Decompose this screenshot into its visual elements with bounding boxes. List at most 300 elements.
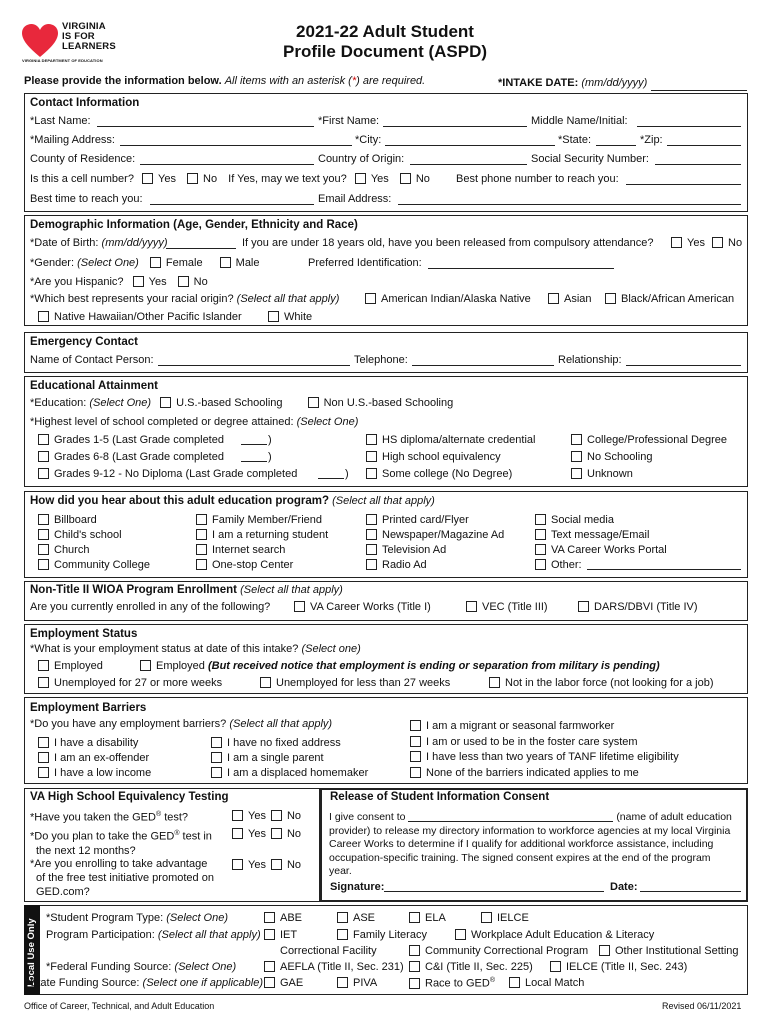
degree-checkbox[interactable] xyxy=(366,434,377,445)
local-part-label: Program Participation: xyxy=(46,929,155,941)
type-checkbox[interactable] xyxy=(481,912,492,923)
employed-notice-checkbox[interactable] xyxy=(140,660,151,671)
degree-checkbox[interactable] xyxy=(366,468,377,479)
barrier-label: None of the barriers indicated applies to me xyxy=(426,766,639,779)
barrier-option[interactable] xyxy=(38,766,151,781)
barrier-option[interactable] xyxy=(410,719,679,735)
last-name-field[interactable] xyxy=(97,116,314,127)
instructions-italic-end: ) are required. xyxy=(356,75,426,87)
grade-paren-2: ) xyxy=(268,451,272,463)
ged-q2-no: No xyxy=(286,828,302,840)
wioa-opt-1[interactable] xyxy=(294,601,431,613)
hear-checkbox[interactable] xyxy=(196,514,207,525)
hispanic-no-checkbox[interactable] xyxy=(178,276,189,287)
wioa-checkbox[interactable] xyxy=(466,601,477,612)
wioa-title-row xyxy=(30,584,343,596)
hear-checkbox[interactable] xyxy=(535,559,546,570)
hear-option[interactable] xyxy=(38,543,150,558)
barrier-option[interactable] xyxy=(211,766,368,781)
grade-checkbox[interactable] xyxy=(38,468,49,479)
fed-label: AEFLA (Title II, Sec. 231) xyxy=(280,961,404,973)
ged-q2-no-checkbox[interactable] xyxy=(271,828,282,839)
state-checkbox[interactable] xyxy=(337,977,348,988)
grade-checkbox[interactable] xyxy=(38,434,49,445)
hear-label: Printed card/Flyer xyxy=(382,514,469,526)
wioa-checkbox[interactable] xyxy=(294,601,305,612)
pref-id-label: Preferred Identification: xyxy=(308,257,422,269)
cell-question: Is this a cell number? xyxy=(30,173,134,185)
not-labor-checkbox[interactable] xyxy=(489,677,500,688)
wioa-opt-2[interactable] xyxy=(466,601,548,613)
ged-q2-line2: the next 12 months? xyxy=(36,844,136,857)
hear-checkbox[interactable] xyxy=(38,514,49,525)
ged-q2-yes-checkbox[interactable] xyxy=(232,828,243,839)
type-label: ELA xyxy=(425,912,446,924)
education-question: *Education: xyxy=(30,397,87,409)
emergency-phone-field[interactable] xyxy=(412,355,554,366)
wioa-label: VEC (Title III) xyxy=(482,601,548,613)
dob-field[interactable] xyxy=(166,238,236,249)
hear-checkbox[interactable] xyxy=(38,544,49,555)
ged-q1-no-checkbox[interactable] xyxy=(271,810,282,821)
dob-label: *Date of Birth: xyxy=(30,237,99,249)
demographic-title: Demographic Information (Age, Gender, Ethnicity and Race) xyxy=(30,219,358,231)
local-fed-label: *Federal Funding Source: xyxy=(46,961,172,973)
barrier-checkbox[interactable] xyxy=(211,737,222,748)
grade-checkbox[interactable] xyxy=(38,451,49,462)
county-label: County of Residence: xyxy=(30,153,136,165)
barrier-option[interactable] xyxy=(410,750,679,766)
country-label: Country of Origin: xyxy=(318,153,405,165)
hear-checkbox[interactable] xyxy=(366,514,377,525)
barrier-option[interactable] xyxy=(211,751,368,766)
fed-ci[interactable] xyxy=(409,961,533,973)
country-field[interactable] xyxy=(410,154,527,165)
employment-title: Employment Status xyxy=(30,628,138,640)
text-yes-label: Yes xyxy=(370,173,389,185)
type-ase[interactable] xyxy=(337,912,375,924)
female-label: Female xyxy=(165,257,203,269)
grade-opt-3[interactable] xyxy=(38,468,297,480)
barrier-checkbox[interactable] xyxy=(410,736,421,747)
best-time-field[interactable] xyxy=(150,194,314,205)
part-checkbox[interactable] xyxy=(409,945,420,956)
non-us-schooling-checkbox[interactable] xyxy=(308,397,319,408)
local-type-q xyxy=(46,912,228,924)
title-line2: Profile Document (ASPD) xyxy=(282,42,488,61)
employed-notice-option[interactable] xyxy=(140,660,660,672)
ged-q1 xyxy=(30,811,188,824)
grade-blank-3[interactable] xyxy=(318,468,344,479)
logo-text-line1: VIRGINIA xyxy=(62,21,106,32)
ged-q3 xyxy=(30,857,214,899)
barrier-label: I am an ex-offender xyxy=(54,752,150,764)
barrier-option[interactable] xyxy=(410,766,679,782)
degree-opt-5[interactable] xyxy=(571,451,652,463)
hear-option[interactable] xyxy=(535,513,667,528)
grade-label: Grades 9-12 - No Diploma (Last Grade completed xyxy=(54,468,298,480)
dob-row xyxy=(30,237,168,249)
race-row xyxy=(30,293,339,305)
unemp-less-label: Unemployed for less than 27 weeks xyxy=(276,677,451,689)
type-abe[interactable] xyxy=(264,912,302,924)
local-state-label: State Funding Source: xyxy=(30,977,140,989)
hear-label: Text message/Email xyxy=(551,529,650,541)
hear-checkbox[interactable] xyxy=(366,529,377,540)
barrier-option[interactable] xyxy=(211,736,368,751)
race-opt-2[interactable] xyxy=(548,293,592,305)
instructions-italic: All items with an asterisk ( xyxy=(224,75,352,87)
part-label: Correctional Facility xyxy=(280,945,377,957)
ged-q3-yes-checkbox[interactable] xyxy=(232,859,243,870)
local-fed-q xyxy=(46,961,236,973)
part-checkbox[interactable] xyxy=(455,929,466,940)
part-other[interactable] xyxy=(599,945,739,957)
race-label: American Indian/Alaska Native xyxy=(381,293,531,305)
state-label: PIVA xyxy=(353,977,378,989)
barriers-col-1 xyxy=(38,736,151,781)
local-type-label: *Student Program Type: xyxy=(46,912,164,924)
hear-checkbox[interactable] xyxy=(535,529,546,540)
part-community[interactable] xyxy=(409,945,588,957)
race-checkbox[interactable] xyxy=(605,293,616,304)
ged-q2-yes: Yes xyxy=(248,828,266,840)
employed-notice-label: Employed xyxy=(156,660,205,672)
female-checkbox[interactable] xyxy=(150,257,161,268)
wioa-label: VA Career Works (Title I) xyxy=(310,601,431,613)
unemp-less-option[interactable] xyxy=(260,677,450,689)
barriers-question-row xyxy=(30,718,332,730)
part-checkbox[interactable] xyxy=(599,945,610,956)
hear-checkbox[interactable] xyxy=(38,559,49,570)
fed-checkbox[interactable] xyxy=(264,961,275,972)
barrier-label: I have a low income xyxy=(54,767,152,779)
intake-date-line xyxy=(651,90,747,91)
hear-option[interactable] xyxy=(38,558,150,573)
type-checkbox[interactable] xyxy=(409,912,420,923)
release-title: Release of Student Information Consent xyxy=(330,791,550,803)
hear-option[interactable] xyxy=(38,528,150,543)
text-no-label: No xyxy=(415,173,430,185)
degree-checkbox[interactable] xyxy=(571,451,582,462)
intake-format: (mm/dd/yyyy) xyxy=(581,77,648,89)
released-no-checkbox[interactable] xyxy=(712,237,723,248)
provider-name-field[interactable] xyxy=(408,811,613,822)
hear-title-row xyxy=(30,495,435,507)
pref-id-field[interactable] xyxy=(428,258,614,269)
fed-checkbox[interactable] xyxy=(409,961,420,972)
local-fed-note: (Select One) xyxy=(174,961,237,973)
barrier-label: I have no fixed address xyxy=(227,737,341,749)
barrier-checkbox[interactable] xyxy=(38,737,49,748)
race-note: (Select all that apply) xyxy=(236,293,340,305)
demographic-section xyxy=(24,215,748,326)
race-label: Black/African American xyxy=(621,293,735,305)
ged-q3-line1: *Are you enrolling to take advantage xyxy=(30,858,208,870)
gender-note: (Select One) xyxy=(77,257,139,269)
ged-q2-text: *Do you plan to take the GED xyxy=(30,830,175,843)
unemp27-option[interactable] xyxy=(38,677,222,689)
ged-q1-yes: Yes xyxy=(248,810,266,822)
page-title xyxy=(0,22,770,62)
hear-option[interactable] xyxy=(535,543,667,558)
degree-checkbox[interactable] xyxy=(366,451,377,462)
fed-label: C&I (Title II, Sec. 225) xyxy=(425,961,533,973)
released-no-label: No xyxy=(728,237,743,249)
part-checkbox[interactable] xyxy=(337,929,348,940)
hear-option[interactable] xyxy=(196,513,328,528)
text-yes-checkbox[interactable] xyxy=(355,173,366,184)
logo-dept: VIRGINIA DEPARTMENT OF EDUCATION xyxy=(22,58,103,63)
text-no-checkbox[interactable] xyxy=(400,173,411,184)
ged-q1-tail: test? xyxy=(164,811,189,824)
ged-q3-line2: of the free test initiative promoted on xyxy=(36,872,214,884)
barrier-option[interactable] xyxy=(38,736,151,751)
wioa-checkbox[interactable] xyxy=(578,601,589,612)
type-ielce[interactable] xyxy=(481,912,529,924)
employed-label: Employed xyxy=(54,660,103,672)
hispanic-row xyxy=(30,276,208,288)
part-correctional[interactable] xyxy=(264,945,377,957)
mailing-field[interactable] xyxy=(120,135,352,146)
released-question: If you are under 18 years old, have you been released from compulsory attendance? xyxy=(242,237,654,249)
hear-checkbox[interactable] xyxy=(535,514,546,525)
highest-question: *Highest level of school completed or degree attained: xyxy=(30,416,294,428)
release-line4: occupation-specific training. The signed consent expires at the end of the program xyxy=(329,851,711,864)
relationship-field[interactable] xyxy=(626,355,741,366)
employed-checkbox[interactable] xyxy=(38,660,49,671)
hear-label: Church xyxy=(54,544,90,556)
state-race-ged[interactable] xyxy=(409,977,495,990)
race-checkbox[interactable] xyxy=(38,311,49,322)
type-checkbox[interactable] xyxy=(264,912,275,923)
text-question: If Yes, may we text you? xyxy=(228,173,347,185)
ged-q1-reg: ® xyxy=(155,811,162,818)
state-checkbox[interactable] xyxy=(509,977,520,988)
cell-yes-checkbox[interactable] xyxy=(142,173,153,184)
grade-opt-2[interactable] xyxy=(38,451,224,463)
signature-field[interactable] xyxy=(384,881,604,892)
fed-aefla[interactable] xyxy=(264,961,404,973)
unemp27-checkbox[interactable] xyxy=(38,677,49,688)
released-options xyxy=(671,237,742,249)
ged-q1-yes-checkbox[interactable] xyxy=(232,810,243,821)
contact-person-label: Name of Contact Person: xyxy=(30,354,154,366)
type-label: ABE xyxy=(280,912,303,924)
city-field[interactable] xyxy=(385,135,555,146)
degree-opt-1[interactable] xyxy=(366,434,535,446)
degree-opt-2[interactable] xyxy=(366,451,501,463)
hear-checkbox[interactable] xyxy=(196,559,207,570)
release-line2: provider) to release my directory information to workforce agencies at my local Virginia xyxy=(329,824,731,837)
county-field[interactable] xyxy=(140,154,314,165)
degree-checkbox[interactable] xyxy=(571,468,582,479)
middle-name-label: Middle Name/Initial: xyxy=(531,115,628,127)
hear-option[interactable] xyxy=(366,543,504,558)
barrier-checkbox[interactable] xyxy=(211,752,222,763)
hear-label: VA Career Works Portal xyxy=(551,544,667,556)
degree-opt-4[interactable] xyxy=(571,434,727,446)
barrier-option[interactable] xyxy=(38,751,151,766)
non-us-schooling-label: Non U.S.-based Schooling xyxy=(323,397,454,409)
relationship-label: Relationship: xyxy=(558,354,622,366)
employment-note: (Select one) xyxy=(301,643,361,655)
barrier-label: I am a displaced homemaker xyxy=(227,767,369,779)
state-label: Race to GED xyxy=(425,977,490,990)
barrier-option[interactable] xyxy=(410,735,679,751)
degree-checkbox[interactable] xyxy=(571,434,582,445)
race-label: White xyxy=(284,311,313,323)
first-name-field[interactable] xyxy=(383,116,527,127)
barrier-checkbox[interactable] xyxy=(410,720,421,731)
contact-title: Contact Information xyxy=(30,97,140,109)
barriers-note: (Select all that apply) xyxy=(229,718,333,730)
employment-question: *What is your employment status at date of this intake? xyxy=(30,643,299,655)
email-field[interactable] xyxy=(398,194,741,205)
race-opt-3[interactable] xyxy=(605,293,734,305)
hear-other-field[interactable] xyxy=(587,559,741,570)
race-ged-reg: ® xyxy=(489,977,495,984)
contact-person-field[interactable] xyxy=(158,355,350,366)
state-checkbox[interactable] xyxy=(264,977,275,988)
hear-label: Child's school xyxy=(54,529,122,541)
cell-no-checkbox[interactable] xyxy=(187,173,198,184)
zip-field[interactable] xyxy=(667,135,741,146)
grade-paren-1: ) xyxy=(268,434,272,446)
released-yes-checkbox[interactable] xyxy=(671,237,682,248)
race-checkbox[interactable] xyxy=(365,293,376,304)
wioa-opt-3[interactable] xyxy=(578,601,698,613)
signature-label: Signature: xyxy=(330,881,385,893)
hear-option[interactable] xyxy=(366,528,504,543)
part-family[interactable] xyxy=(337,929,427,941)
state-field[interactable] xyxy=(596,135,636,146)
state-local-match[interactable] xyxy=(509,977,584,989)
ged-q2 xyxy=(30,827,212,858)
hear-label: Television Ad xyxy=(382,544,447,556)
cell-row xyxy=(30,173,430,185)
unemp-less-checkbox[interactable] xyxy=(260,677,271,688)
part-workplace[interactable] xyxy=(455,929,654,941)
grade-label: Grades 1-5 (Last Grade completed xyxy=(54,434,224,446)
cell-yes-label: Yes xyxy=(158,173,176,185)
barriers-col-2 xyxy=(211,736,368,781)
male-checkbox[interactable] xyxy=(220,257,231,268)
hear-option[interactable] xyxy=(196,528,328,543)
hear-option[interactable] xyxy=(366,558,504,573)
employment-question-row xyxy=(30,643,361,655)
us-schooling-label: U.S.-based Schooling xyxy=(176,397,283,409)
emergency-phone-label: Telephone: xyxy=(354,354,408,366)
middle-name-field[interactable] xyxy=(637,116,741,127)
barrier-label: I have less than two years of TANF lifetime eligibility xyxy=(426,751,679,763)
hear-option[interactable] xyxy=(38,513,150,528)
employed-option[interactable] xyxy=(38,660,103,672)
grade-opt-1[interactable] xyxy=(38,434,224,446)
barrier-checkbox[interactable] xyxy=(38,767,49,778)
ged-q2-tail: test in xyxy=(182,830,212,843)
education-title: Educational Attainment xyxy=(30,380,158,392)
release-line1a: I give consent to xyxy=(329,811,406,823)
race-opt-1[interactable] xyxy=(365,293,531,305)
barrier-checkbox[interactable] xyxy=(211,767,222,778)
state-gae[interactable] xyxy=(264,977,303,989)
dob-format: (mm/dd/yyyy) xyxy=(101,237,168,249)
barrier-checkbox[interactable] xyxy=(410,767,421,778)
hear-checkbox[interactable] xyxy=(196,529,207,540)
hear-checkbox[interactable] xyxy=(535,544,546,555)
degree-opt-6[interactable] xyxy=(571,468,633,480)
footer-right: Revised 06/11/2021 xyxy=(662,1001,742,1011)
title-line1: 2021-22 Adult Student xyxy=(296,22,474,41)
ged-q2-options xyxy=(232,828,301,840)
state-piva[interactable] xyxy=(337,977,377,989)
grade-label: Grades 6-8 (Last Grade completed xyxy=(54,451,224,463)
hear-checkbox[interactable] xyxy=(366,559,377,570)
ssn-field[interactable] xyxy=(655,154,741,165)
hear-checkbox[interactable] xyxy=(366,544,377,555)
barrier-checkbox[interactable] xyxy=(410,751,421,762)
hear-option[interactable] xyxy=(535,528,667,543)
barrier-checkbox[interactable] xyxy=(38,752,49,763)
date-label: Date: xyxy=(610,881,638,893)
grade-blank-2[interactable] xyxy=(241,451,267,462)
race-checkbox[interactable] xyxy=(548,293,559,304)
ged-q3-no-checkbox[interactable] xyxy=(271,859,282,870)
type-checkbox[interactable] xyxy=(337,912,348,923)
ged-q3-yes: Yes xyxy=(248,859,266,871)
hispanic-yes-checkbox[interactable] xyxy=(133,276,144,287)
best-phone-field[interactable] xyxy=(626,174,741,185)
fed-checkbox[interactable] xyxy=(550,961,561,972)
barrier-label: I have a disability xyxy=(54,737,139,749)
type-ela[interactable] xyxy=(409,912,446,924)
degree-opt-3[interactable] xyxy=(366,468,512,480)
part-checkbox[interactable] xyxy=(264,929,275,940)
degree-label: College/Professional Degree xyxy=(587,434,728,446)
hear-checkbox[interactable] xyxy=(196,544,207,555)
state-label: GAE xyxy=(280,977,304,989)
part-iet[interactable] xyxy=(264,929,297,941)
hear-option[interactable] xyxy=(196,543,328,558)
grade-blank-1[interactable] xyxy=(241,434,267,445)
race-opt-4[interactable] xyxy=(38,311,242,323)
race-checkbox[interactable] xyxy=(268,311,279,322)
us-schooling-checkbox[interactable] xyxy=(160,397,171,408)
last-name-label: *Last Name: xyxy=(30,115,91,127)
degree-label: HS diploma/alternate credential xyxy=(382,434,536,446)
fed-ielce[interactable] xyxy=(550,961,687,973)
degree-label: High school equivalency xyxy=(382,451,501,463)
logo-text-line3: LEARNERS xyxy=(62,41,116,52)
ssn-label: Social Security Number: xyxy=(531,153,649,165)
hear-option[interactable] xyxy=(366,513,504,528)
hear-checkbox[interactable] xyxy=(38,529,49,540)
race-opt-5[interactable] xyxy=(268,311,312,323)
hear-option[interactable] xyxy=(196,558,328,573)
hear-label: Radio Ad xyxy=(382,559,427,571)
not-labor-option[interactable] xyxy=(489,677,714,689)
male-label: Male xyxy=(235,257,260,269)
barriers-question: *Do you have any employment barriers? xyxy=(30,718,227,730)
hispanic-label: *Are you Hispanic? xyxy=(30,276,124,288)
date-field[interactable] xyxy=(640,881,741,892)
cell-no-label: No xyxy=(203,173,218,185)
state-label: *State: xyxy=(558,134,592,146)
state-checkbox[interactable] xyxy=(409,978,420,989)
intake-date[interactable] xyxy=(498,77,647,89)
type-label: ASE xyxy=(353,912,376,924)
